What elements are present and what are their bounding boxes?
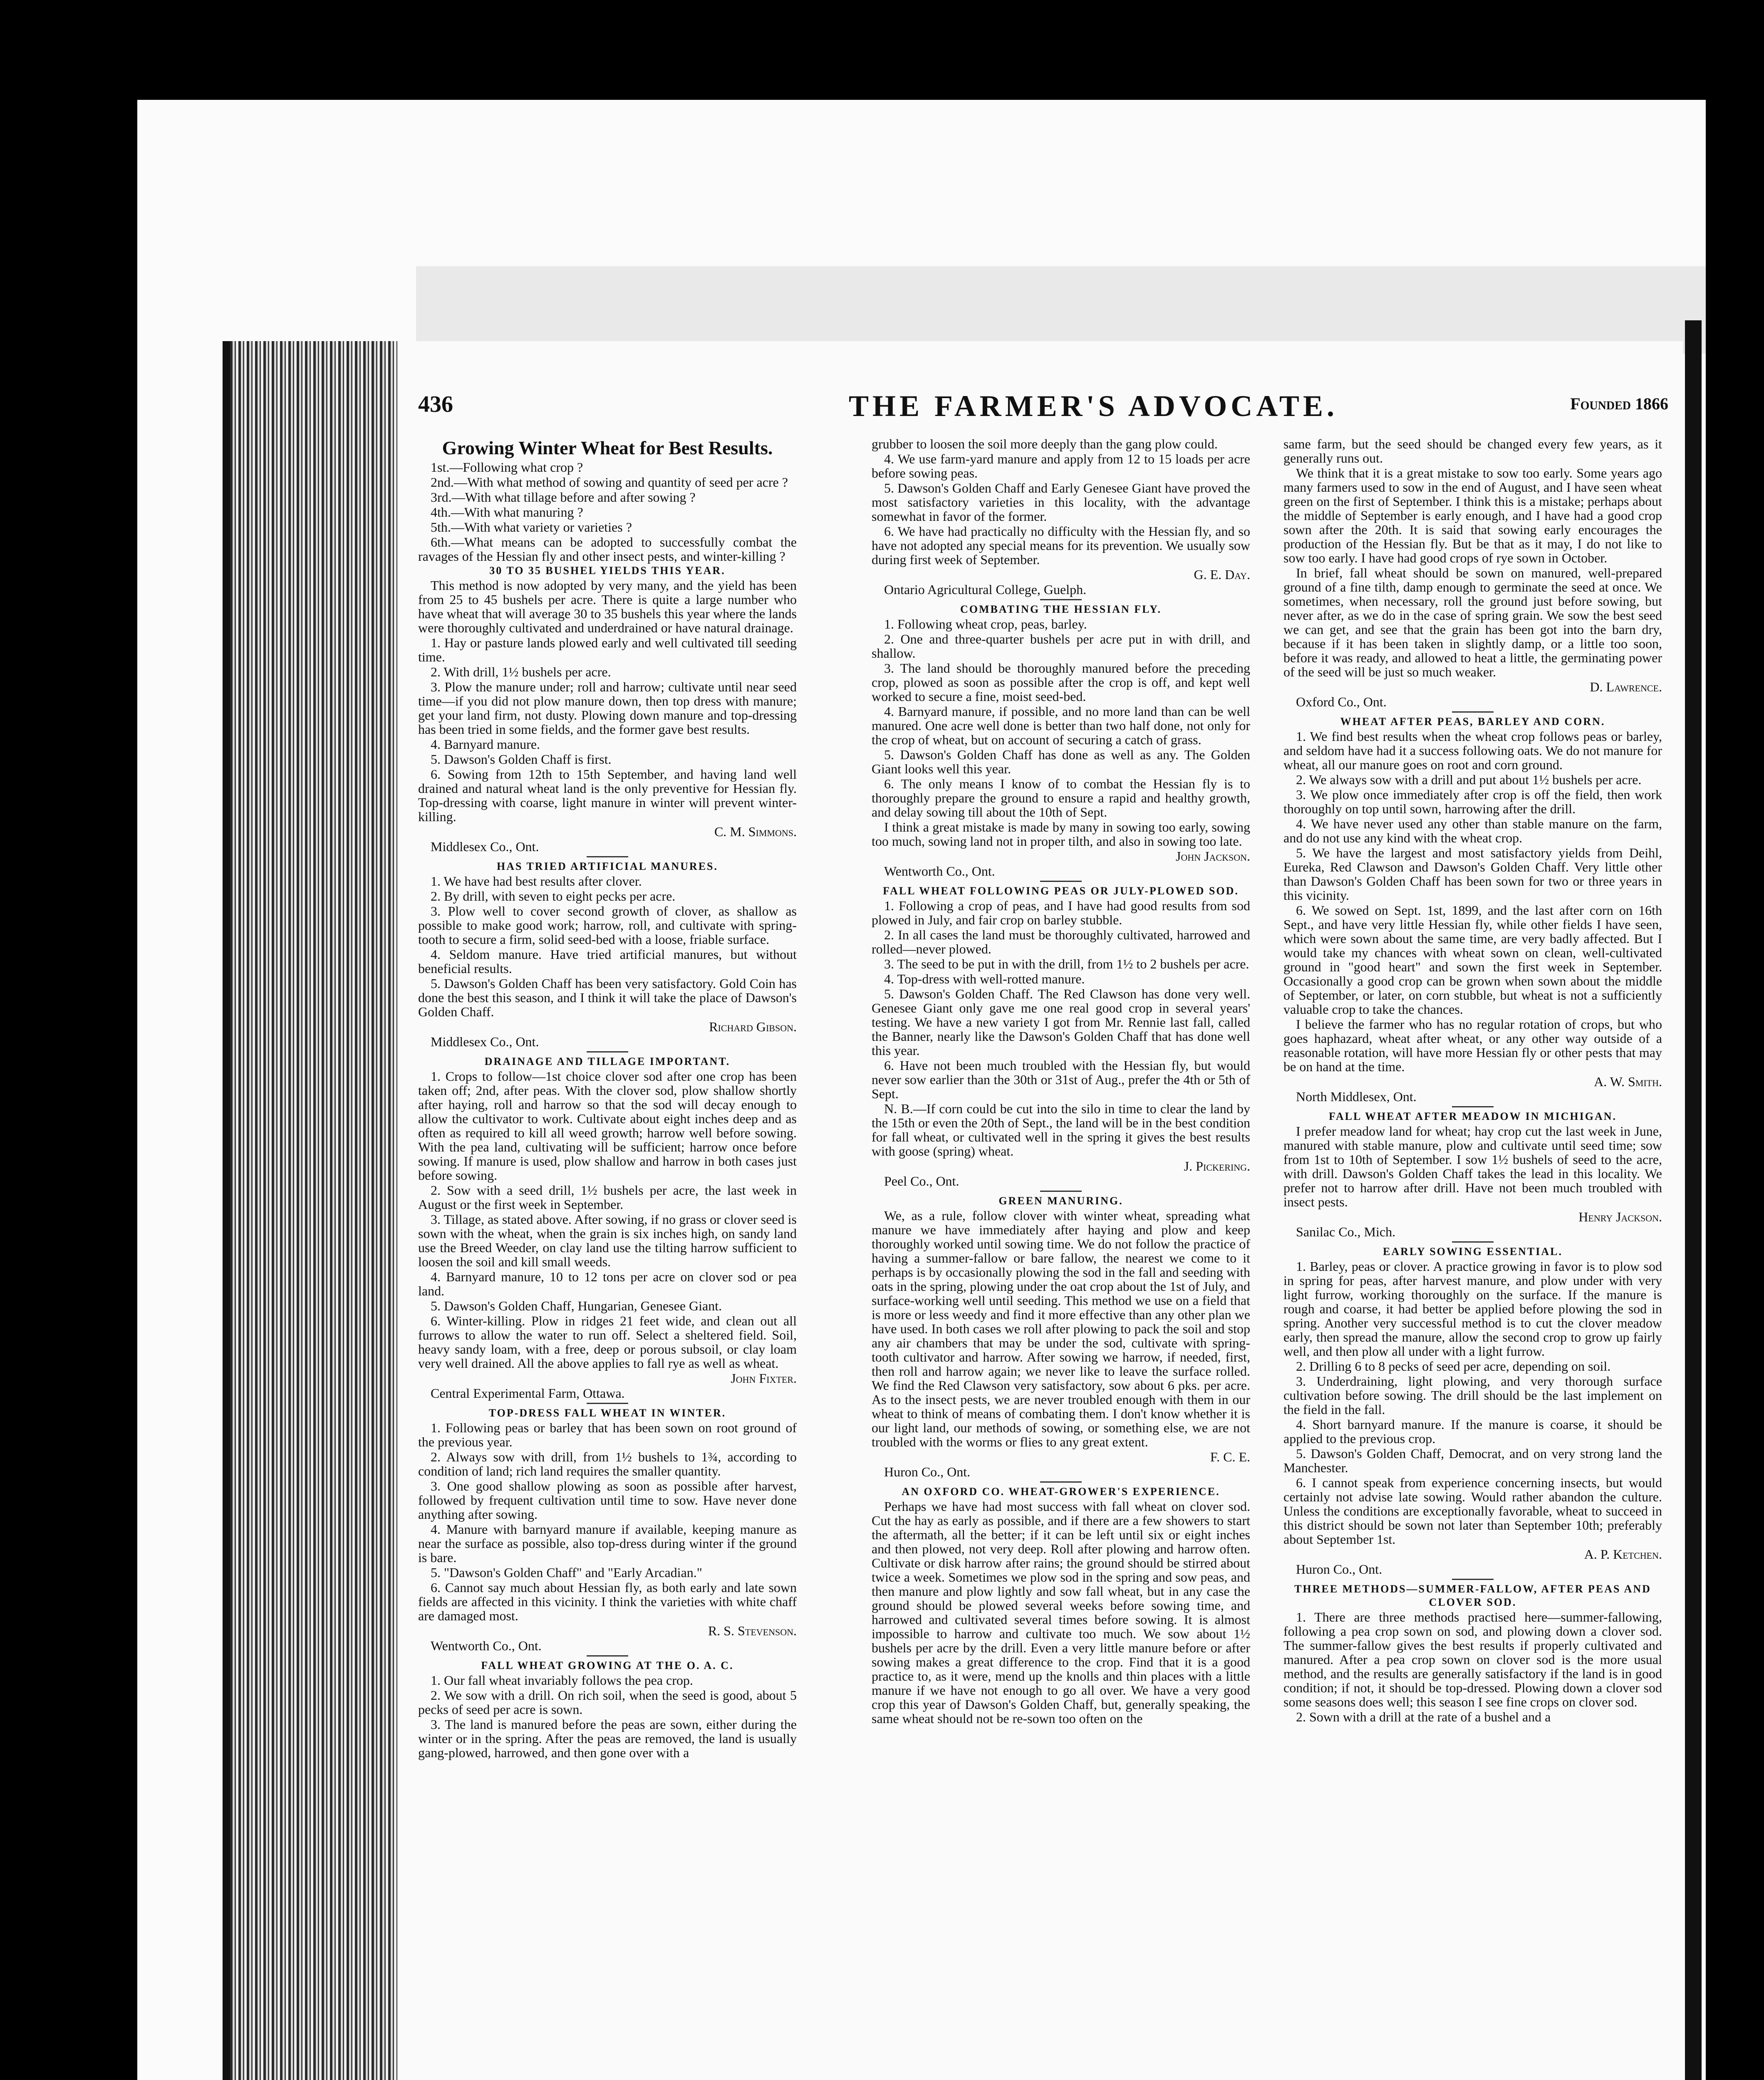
paragraph: 5. Dawson's Golden Chaff has been very satisfactory. Gold Coin has done the best this season, and I think it will take the place of Dawson's Golden Chaff. <box>418 976 797 1019</box>
author-signature: Henry Jackson. <box>1578 1209 1662 1224</box>
paragraph: 3rd.—With what tillage before and after sowing ? <box>431 490 696 505</box>
paragraph: 2. Drilling 6 to 8 pecks of seed per acre, depending on soil. <box>1296 1359 1611 1374</box>
paragraph: 4. Short barnyard manure. If the manure is coarse, it should be applied to the previous crop. <box>1283 1417 1662 1446</box>
section-divider <box>1040 599 1082 600</box>
paragraph: 1. Our fall wheat invariably follows the pea crop. <box>431 1673 693 1688</box>
paragraph: 5. Dawson's Golden Chaff, Hungarian, Genesee Giant. <box>431 1298 722 1313</box>
paragraph: 4. Barnyard manure, 10 to 12 tons per acre on clover sod or pea land. <box>418 1269 797 1298</box>
article-headline: Growing Winter Wheat for Best Results. <box>442 437 773 458</box>
paragraph: 2. By drill, with seven to eight pecks per acre. <box>431 889 676 904</box>
paragraph-continuation: grubber to loosen the soil more deeply than the gang plow could. <box>872 436 1218 451</box>
section-heading: GREEN MANURING. <box>998 1195 1123 1207</box>
paragraph: 4. Manure with barnyard manure if available, keeping manure as near the surface as possible, also top-dress during winter if the ground is bare. <box>418 1522 797 1565</box>
section-heading: TOP-DRESS FALL WHEAT IN WINTER. <box>488 1407 726 1419</box>
paragraph: 5. "Dawson's Golden Chaff" and "Early Arcadian." <box>431 1565 702 1580</box>
paragraph: 2. We sow with a drill. On rich soil, when the seed is good, about 5 pecks of seed per acre is sown. <box>418 1688 797 1717</box>
section-divider <box>587 1403 628 1404</box>
paragraph: 6. Sowing from 12th to 15th September, and having land well drained and natural wheat land is the only preventive for Hessian fly. Top-dressing with coarse, light manure in winter will prevent winter-killing. <box>418 767 797 824</box>
author-signature: D. Lawrence. <box>1590 679 1662 694</box>
author-signature: C. M. Simmons. <box>714 824 797 839</box>
column-1 <box>418 437 797 1761</box>
paragraph: 2. Sown with a drill at the rate of a bushel and a <box>1296 1709 1551 1724</box>
paragraph: 1. Following a crop of peas, and I have had good results from sod plowed in July, and fair crop on barley stubble. <box>872 898 1250 927</box>
paragraph: 3. Underdraining, light plowing, and very thorough surface cultivation before sowing. The drill should be the last implement on the field in the fall. <box>1283 1374 1662 1417</box>
paragraph: 3. The seed to be put in with the drill, from 1½ to 2 bushels per acre. <box>884 956 1249 971</box>
paragraph: This method is now adopted by very many, and the yield has been from 25 to 45 bushels per acre. There is quite a large number who have wheat that will average 30 to 35 bushels this year where the lands were thoroughly cultivated and underdrained or have natural drainage. <box>418 578 797 635</box>
section-heading: EARLY SOWING ESSENTIAL. <box>1383 1246 1563 1258</box>
author-signature: J. Pickering. <box>1184 1159 1250 1174</box>
author-location: Wentworth Co., Ont. <box>884 864 995 879</box>
section-heading: FALL WHEAT AFTER MEADOW IN MICHIGAN. <box>1328 1110 1617 1122</box>
author-location: Peel Co., Ont. <box>884 1174 959 1189</box>
paragraph: 2. We always sow with a drill and put about 1½ bushels per acre. <box>1296 772 1642 787</box>
paragraph: N. B.—If corn could be cut into the silo in time to clear the land by the 15th or even the 20th of Sept., the land will be in the best condition for fall wheat, or cultivated well in the spring it gives the best results with goose (spring) wheat. <box>872 1101 1250 1159</box>
author-location: Oxford Co., Ont. <box>1296 694 1387 709</box>
paragraph: 5. Dawson's Golden Chaff has done as well as any. The Golden Giant looks well this year. <box>872 747 1250 776</box>
paragraph: In brief, fall wheat should be sown on manured, well-prepared ground of a fine tilth, damp enough to germinate the seed at once. We sometimes, when necessary, roll the ground just before sowing, but never after, as we do in the case of spring grain. We sow the best seed we can get, and see that the grain has been got into the barn dry, because if it has been taken in slightly damp, or a little too soon, before it was ready, and allowed to heat a little, the germinating power of the seed will be just so much weaker. <box>1283 565 1662 679</box>
author-signature: A. P. Ketchen. <box>1584 1547 1662 1562</box>
paragraph: 1. We have had best results after clover. <box>431 874 642 889</box>
section-heading: DRAINAGE AND TILLAGE IMPORTANT. <box>484 1055 731 1067</box>
section-heading: FALL WHEAT FOLLOWING PEAS OR JULY-PLOWED SOD. <box>883 885 1239 897</box>
section-heading: FALL WHEAT GROWING AT THE O. A. C. <box>481 1659 734 1671</box>
paragraph: 4. Barnyard manure. <box>431 737 540 752</box>
paragraph: 1. Following wheat crop, peas, barley. <box>884 617 1087 631</box>
author-signature: R. S. Stevenson. <box>708 1623 797 1638</box>
paragraph: 3. The land is manured before the peas are sown, either during the winter or in the spring. After the peas are removed, the land is usually gang-plowed, harrowed, and then gone over with a <box>418 1717 797 1760</box>
paragraph: 1. Hay or pasture lands plowed early and well cultivated till seeding time. <box>418 635 797 664</box>
paragraph: 5. Dawson's Golden Chaff, Democrat, and on very strong land the Manchester. <box>1283 1446 1662 1475</box>
paragraph: 1. Barley, peas or clover. A practice growing in favor is to plow sod in spring for peas, after harvest manure, and plow under with very light furrow, working thoroughly on the surface. If the manure is rough and coarse, it had better be applied before plowing the sod in spring. Another very successful method is to cut the clover meadow early, then spread the manure, allow the second crop to grow up fairly well, and then plow all under with a light furrow. <box>1283 1259 1662 1359</box>
section-divider <box>1040 1481 1082 1483</box>
author-location: Middlesex Co., Ont. <box>431 1034 539 1049</box>
section-divider <box>1040 881 1082 882</box>
author-signature: John Fixter. <box>731 1371 797 1386</box>
author-location: Wentworth Co., Ont. <box>431 1638 542 1653</box>
paragraph: 2. Always sow with drill, from 1½ bushels to 1¾, according to condition of land; rich land requires the smaller quantity. <box>418 1449 797 1478</box>
section-divider <box>587 856 628 857</box>
paragraph: 5. Dawson's Golden Chaff and Early Genesee Giant have proved the most satisfactory varieties in this locality, with the advantage somewhat in favor of the former. <box>872 480 1250 524</box>
section-divider <box>1452 1579 1494 1580</box>
author-location: Middlesex Co., Ont. <box>431 839 539 854</box>
paragraph: 6. Cannot say much about Hessian fly, as both early and late sown fields are affected in this vicinity. I think the varieties with white chaff are damaged most. <box>418 1580 797 1623</box>
section-divider <box>1040 1191 1082 1192</box>
paragraph: 2nd.—With what method of sowing and quantity of seed per acre ? <box>431 475 788 490</box>
section-heading: THREE METHODS—SUMMER-FALLOW, AFTER PEAS AND CLOVER SOD. <box>1294 1583 1651 1608</box>
paragraph: 2. Sow with a seed drill, 1½ bushels per acre, the last week in August or the first week in September. <box>418 1183 797 1212</box>
paragraph: 4. We have never used any other than stable manure on the farm, and do not use any kind with the wheat crop. <box>1283 816 1662 845</box>
page-right-edge <box>1685 320 1702 2080</box>
author-location: Sanilac Co., Mich. <box>1296 1224 1396 1239</box>
running-header <box>399 389 1672 422</box>
paragraph: 3. Tillage, as stated above. After sowing, if no grass or clover seed is sown with the wheat, when the grain is six inches high, on sandy land use the Breed Weeder, on clay land use the tilting harrow sufficient to loosen the soil and kill small weeds. <box>418 1212 797 1269</box>
author-location: Ontario Agricultural College, Guelph. <box>884 582 1087 597</box>
paragraph: 2. In all cases the land must be thoroughly cultivated, harrowed and rolled—never plowed. <box>872 927 1250 956</box>
author-location: Huron Co., Ont. <box>884 1464 971 1479</box>
page-number: 436 <box>418 391 453 417</box>
paragraph: Perhaps we have had most success with fall wheat on clover sod. Cut the hay as early as possible, and if there are a few showers to start the aftermath, all the better; if it can be left until six or eight inches and then plowed, not very deep. Roll after plowing and harrow often. Cultivate or disk harrow after rains; the ground should be stirred about twice a week. Sometimes we plow sod in the spring and sow peas, and then manure and plow lightly and sow fall wheat, but in any case the ground should be plowed several weeks before sowing time, and harrowed and cultivated several times before sowing. It is almost impossible to harrow and cultivate too much. We sow about 1½ bushels per acre by the drill. Even a very little manure before or after sowing makes a great difference to the crop. Find that it is a good practice to, as it were, mend up the knolls and thin places with a little manure if we have not enough to go all over. We have a very good crop this year of Dawson's Golden Chaff, but, generally speaking, the same wheat should not be re-sown too often on the <box>872 1499 1250 1726</box>
section-heading: AN OXFORD CO. WHEAT-GROWER'S EXPERIENCE. <box>902 1486 1220 1498</box>
paragraph: 3. The land should be thoroughly manured before the preceding crop, plowed as soon as possible after the crop is off, and kept well worked to secure a fine, moist seed-bed. <box>872 661 1250 704</box>
paragraph: 5. Dawson's Golden Chaff. The Red Clawson has done very well. Genesee Giant only gave me one real good crop in several years' testing. We have a new variety I got from Mr. Rennie last fall, called the Banner, nearly like the Dawson's Golden Chaff that has done well this year. <box>872 986 1250 1058</box>
paragraph: 5. Dawson's Golden Chaff is first. <box>431 752 612 767</box>
paragraph: 3. We plow once immediately after crop is off the field, then work thoroughly on top until sown, harrowing after the drill. <box>1283 787 1662 816</box>
author-location: Huron Co., Ont. <box>1296 1562 1382 1577</box>
paragraph: I prefer meadow land for wheat; hay crop cut the last week in June, manured with stable manure, plow and cultivate until seed time; sow from 1st to 10th of September. I sow 1½ bushels of seed to the acre, with drill. Dawson's Golden Chaff takes the lead in this locality. We prefer not to harrow after drill. Have not been much troubled with insect pests. <box>1283 1124 1662 1209</box>
paragraph: 4. Top-dress with well-rotted manure. <box>884 971 1085 986</box>
paragraph: 1. Crops to follow—1st choice clover sod after one crop has been taken off; 2nd, after peas. With the clover sod, plow shallow shortly after haying, roll and harrow so that the sod will decay enough to allow the cultivator to work. Cultivate about eight inches deep and as often as required to kill all weed growth; harrow well before sowing. With the pea land, cultivating will be sufficient; harrow once before sowing. If manure is used, plow shallow and harrow in both cases just before sowing. <box>418 1069 797 1183</box>
author-signature: F. C. E. <box>1210 1449 1250 1464</box>
paragraph: 5. We have the largest and most satisfactory yields from Deihl, Eureka, Red Clawson and Dawson's Golden Chaff. Very little other than Dawson's Golden Chaff has been sown for two or three years in this vicinity. <box>1283 845 1662 903</box>
section-heading: WHEAT AFTER PEAS, BARLEY AND CORN. <box>1340 716 1605 728</box>
paragraph: 6. We have had practically no difficulty with the Hessian fly, and so have not adopted any special means for its prevention. We usually sow during first week of September. <box>872 524 1250 567</box>
paragraph: 2. One and three-quarter bushels per acre put in with drill, and shallow. <box>872 631 1250 661</box>
column-2 <box>872 437 1250 1726</box>
paragraph: 1. There are three methods practised here—summer-fallowing, following a pea crop sown on sod, and plowing down a clover sod. The summer-fallow gives the best results if properly cultivated and manured. After a pea crop sown on clover sod is the more usual method, and the results are generally satisfactory if the land is in good condition; if not, it should be top-dressed. Plowing down a clover sod some seasons does well; this season I see fine crops on clover sod. <box>1283 1610 1662 1709</box>
paragraph: 3. Plow well to cover second growth of clover, as shallow as possible to make good work; harrow, roll, and cultivate with spring-tooth to secure a firm, solid seed-bed with a loose, friable surface. <box>418 904 797 947</box>
paragraph: 4th.—With what manuring ? <box>431 505 583 520</box>
section-divider <box>587 1051 628 1052</box>
section-heading: HAS TRIED ARTIFICIAL MANURES. <box>496 860 718 872</box>
paragraph: 6. Winter-killing. Plow in ridges 21 feet wide, and clean out all furrows to allow the water to run off. Select a sheltered field. Soil, heavy sandy loam, with a free, deep or porous subsoil, or clay loam very well drained. All the above applies to fall rye as well as wheat. <box>418 1313 797 1371</box>
paragraph: 1st.—Following what crop ? <box>431 460 583 475</box>
paragraph: 4. We use farm-yard manure and apply from 12 to 15 loads per acre before sowing peas. <box>872 451 1250 480</box>
masthead-title: THE FARMER'S ADVOCATE. <box>849 389 1338 423</box>
facing-page-edge <box>416 266 1706 354</box>
paragraph: 1. Following peas or barley that has been sown on root ground of the previous year. <box>418 1420 797 1449</box>
section-divider <box>1452 1241 1494 1243</box>
column-3 <box>1283 437 1662 1725</box>
paragraph: We think that it is a great mistake to sow too early. Some years ago many farmers used to sow in the end of August, and I have seen wheat green on the first of September. I think this is a mistake; perhaps about the middle of September is early enough, and I have had a good crop sown after the 20th. It is said that sowing early encourages the production of the Hessian fly. But be that as it may, I do not like to sow too early. I have had good crops of rye sown in October. <box>1283 466 1662 565</box>
section-heading: COMBATING THE HESSIAN FLY. <box>960 603 1162 615</box>
paragraph: I think a great mistake is made by many in sowing too early, sowing too much, sowing land not in proper tilth, and also in sowing too late. <box>872 820 1250 849</box>
paragraph: I believe the farmer who has no regular rotation of crops, but who goes haphazard, wheat after wheat, or any other way outside of a reasonable rotation, will have more Hessian fly or other pests that may be on hand at the time. <box>1283 1017 1662 1074</box>
author-signature: Richard Gibson. <box>709 1019 797 1034</box>
section-divider <box>587 1655 628 1657</box>
section-divider <box>1452 711 1494 713</box>
paragraph: We, as a rule, follow clover with winter wheat, spreading what manure we have immediately after haying and plow and keep thoroughly worked until sowing time. We do not follow the practice of having a summer-fallow or bare fallow, the nearest we come to it perhaps is by occasionally plowing the sod in the fall and seeding with oats in the spring, plowing under the oat crop about the 1st of July, and surface-working well until seeding. This method we use on a field that is more or less weedy and find it more effective than any other plan we have used. In both cases we roll after plowing to pack the soil and stop any air chambers that may be under the sod, cultivate with spring-tooth cultivator and harrow. After sowing we harrow, if needed, first, then roll and harrow again; we never like to leave the surface rolled. We find the Red Clawson very satisfactory, sow about 6 pks. per acre. As to the insect pests, we are never troubled enough with them in our wheat to think of means of combating them. I don't know whether it is our light land, our methods of sowing, or something else, we are not troubled with the worms or flies to any great extent. <box>872 1208 1250 1449</box>
section-divider <box>1452 1106 1494 1107</box>
paragraph: 4. Barnyard manure, if possible, and no more land than can be well manured. One acre well done is better than two half done, not only for the crop of wheat, but on account of securing a catch of grass. <box>872 704 1250 747</box>
paragraph: 1. We find best results when the wheat crop follows peas or barley, and seldom have had it a success following oats. We do not manure for wheat, all our manure goes on root and corn ground. <box>1283 729 1662 772</box>
paragraph: 2. With drill, 1½ bushels per acre. <box>431 664 611 679</box>
book-spine-pages <box>223 341 405 2080</box>
paragraph: 5th.—With what variety or varieties ? <box>431 520 632 535</box>
author-signature: John Jackson. <box>1175 849 1250 864</box>
paragraph: 3. Plow the manure under; roll and harrow; cultivate until near seed time—if you did not plow manure down, then top dress with manure; get your land firm, not dusty. Plowing down manure and top-dressing has been tried in some fields, and the former gave best results. <box>418 679 797 737</box>
author-signature: G. E. Day. <box>1194 567 1250 582</box>
paragraph: 6. The only means I know of to combat the Hessian fly is to thoroughly prepare the ground to ensure a rapid and healthy growth, and delay sowing till about the 10th of Sept. <box>872 776 1250 820</box>
founded-note: Founded 1866 <box>1570 394 1668 413</box>
paragraph: 6th.—What means can be adopted to successfully combat the ravages of the Hessian fly and other insect pests, and winter-killing ? <box>418 535 797 564</box>
paragraph: 4. Seldom manure. Have tried artificial manures, but without beneficial results. <box>418 947 797 976</box>
author-signature: A. W. Smith. <box>1594 1074 1662 1089</box>
paragraph: 6. I cannot speak from experience concerning insects, but would certainly not advise late sowing. Would rather abandon the culture. Unless the conditions are exceptionally favorable, wheat to succeed in this district should be sown not later than September 10th; preferably about September 1st. <box>1283 1475 1662 1547</box>
paragraph-continuation: same farm, but the seed should be changed every few years, as it generally runs out. <box>1283 436 1662 466</box>
section-heading: 30 TO 35 BUSHEL YIELDS THIS YEAR. <box>489 565 726 577</box>
paragraph: 6. We sowed on Sept. 1st, 1899, and the last after corn on 16th Sept., and have very little Hessian fly, while other fields I have seen, which were sown about the same time, are very badly affected. But I would take my chances with wheat sown on clean, well-cultivated ground in "good heart" and sown the first week in September. Occasionally a good crop can be grown when sown about the middle of September, or later, on corn stubble, but wheat is not a sufficiently valuable crop to take the chances. <box>1283 903 1662 1017</box>
author-location: Central Experimental Farm, Ottawa. <box>431 1386 625 1401</box>
author-location: North Middlesex, Ont. <box>1296 1089 1417 1104</box>
paragraph: 3. One good shallow plowing as soon as possible after harvest, followed by frequent cultivation until time to sow. Have never done anything after sowing. <box>418 1478 797 1522</box>
paragraph: 6. Have not been much troubled with the Hessian fly, but would never sow earlier than the 30th or 31st of Aug., prefer the 4th or 5th of Sept. <box>872 1058 1250 1101</box>
